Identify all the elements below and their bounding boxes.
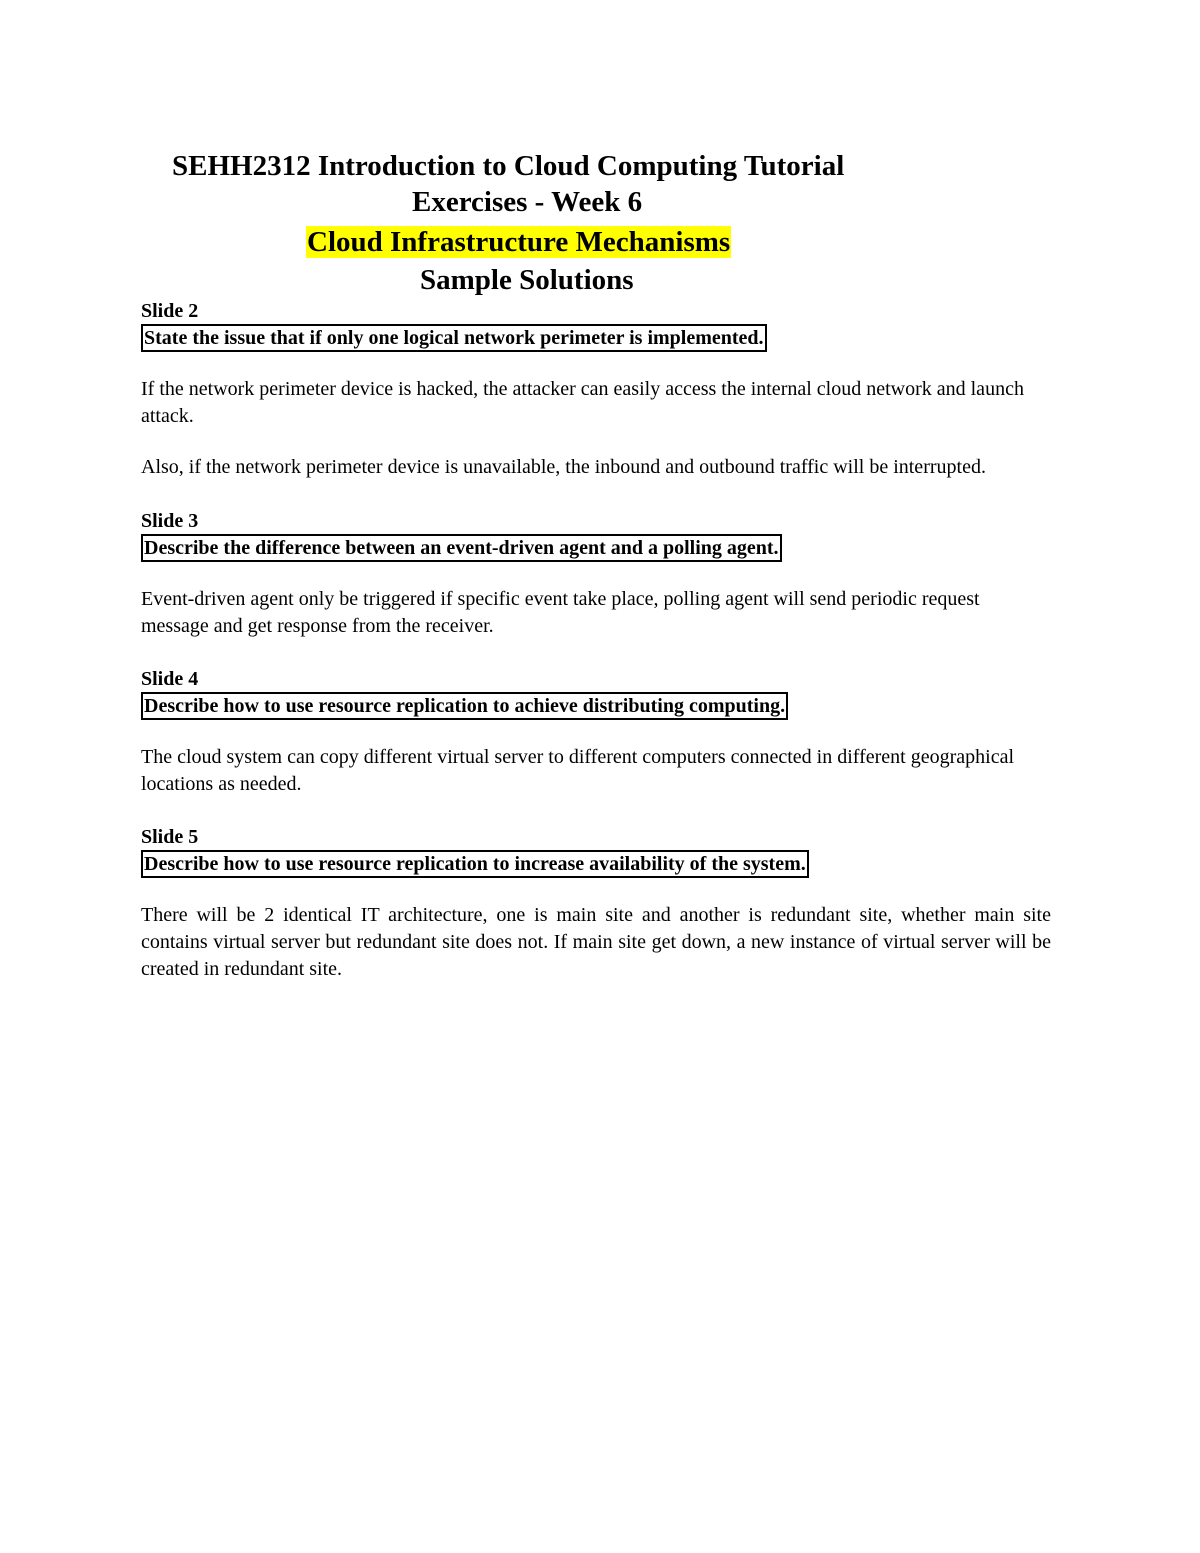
answer-paragraph: There will be 2 identical IT architecture, one is main site and another is redundant site, whether main site contains virtual server but redundant site does not. If main site get down, a new instance of virtual server will be created in redundant site.	[141, 904, 1051, 980]
section-slide-4	[141, 666, 1051, 798]
answer-paragraph: Event-driven agent only be triggered if specific event take place, polling agent will send periodic request message and get response from the receiver.	[141, 588, 980, 637]
slide-label: Slide 3	[141, 510, 199, 532]
slide-label: Slide 4	[141, 668, 199, 690]
section-slide-2	[141, 298, 1051, 481]
document-title	[140, 148, 930, 298]
title-topic-highlight: Cloud Infrastructure Mechanisms	[307, 226, 731, 258]
title-course: SEHH2312 Introduction to Cloud Computing Tutorial	[172, 150, 845, 182]
title-topic	[140, 222, 930, 262]
title-exercises: Exercises - Week 6	[412, 186, 643, 218]
question-box: Describe how to use resource replication to achieve distributing computing.	[141, 692, 788, 720]
answer-paragraph: The cloud system can copy different virtual server to different computers connected in different geographical locations as needed.	[141, 746, 1015, 795]
answer-paragraph: Also, if the network perimeter device is unavailable, the inbound and outbound traffic will be interrupted.	[141, 456, 986, 478]
section-slide-5	[141, 824, 1051, 983]
question-box: State the issue that if only one logical network perimeter is implemented.	[141, 324, 767, 352]
question-box: Describe the difference between an event-driven agent and a polling agent.	[141, 534, 782, 562]
title-subtitle: Sample Solutions	[420, 264, 634, 296]
section-slide-3	[141, 508, 1051, 640]
slide-label: Slide 5	[141, 826, 199, 848]
question-box: Describe how to use resource replication to increase availability of the system.	[141, 850, 809, 878]
slide-label: Slide 2	[141, 300, 199, 322]
answer-paragraph: If the network perimeter device is hacked, the attacker can easily access the internal cloud network and launch attack.	[141, 378, 1024, 427]
document-body	[141, 298, 1051, 983]
